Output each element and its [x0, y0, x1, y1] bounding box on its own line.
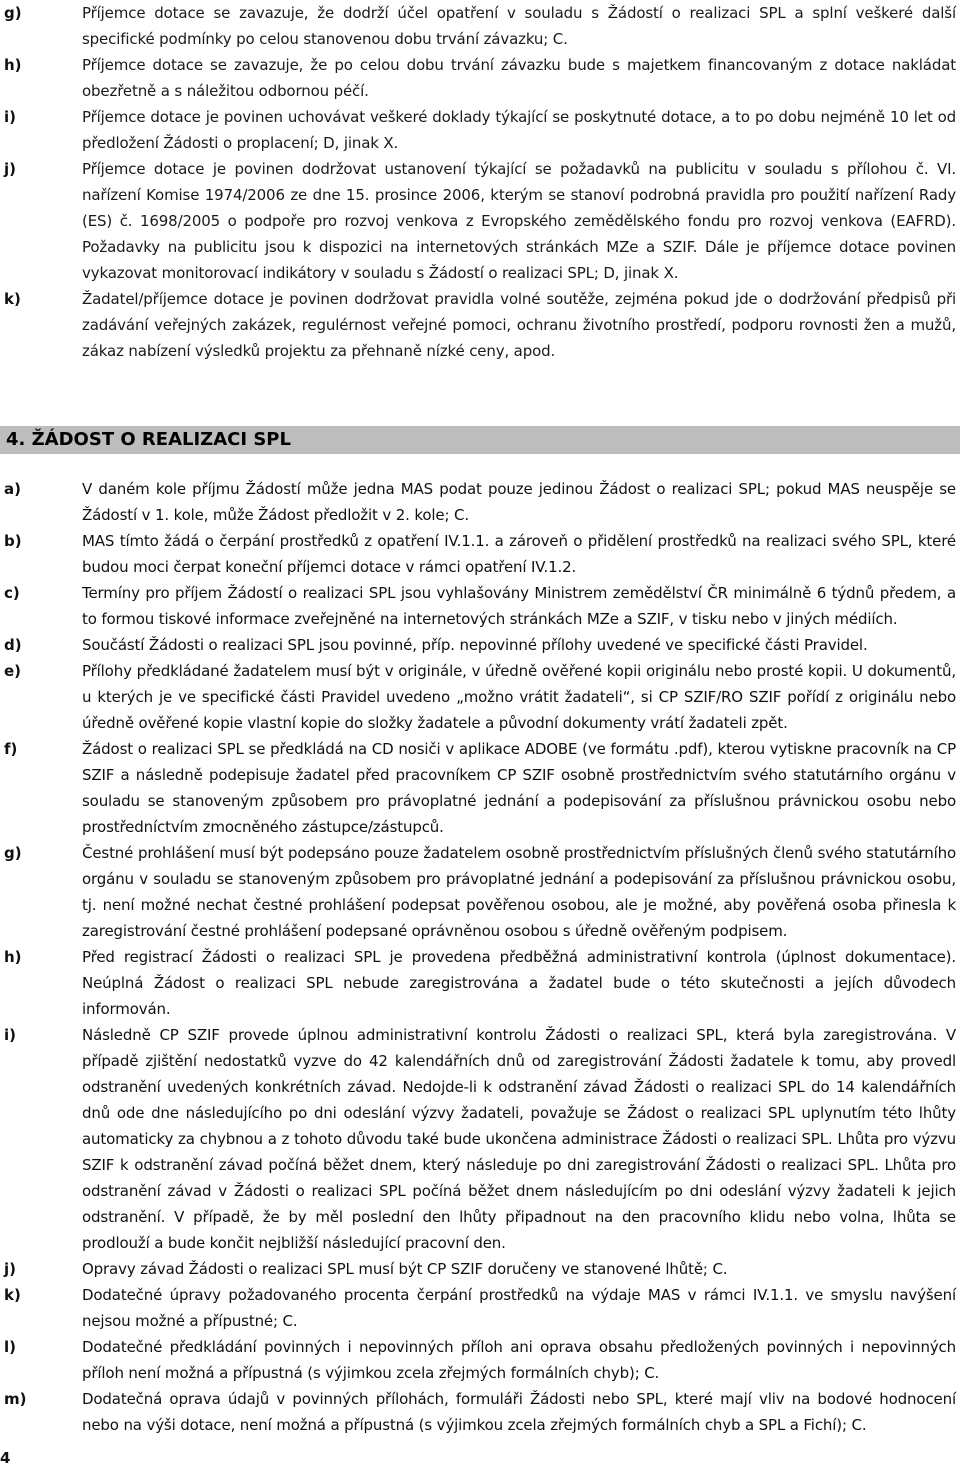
list-item	[0, 0, 960, 52]
item-letter: j)	[4, 160, 16, 178]
item-letter: b)	[4, 532, 22, 550]
item-letter: m)	[4, 1390, 27, 1408]
list-item	[0, 1334, 960, 1386]
list-item	[0, 104, 960, 156]
list-item	[0, 632, 960, 658]
item-letter: l)	[4, 1338, 16, 1356]
item-letter: h)	[4, 56, 22, 74]
item-text: Následně CP SZIF provede úplnou administrativní kontrolu Žádosti o realizaci SPL, která byla zaregistrována. V případě zjištění nedostatků vyzve do 42 kalendářních dnů od zaregistrování Žádosti žadatele k tomu, aby provedl odstranění uvedených konkrétních závad. Nedojde-li k odstranění závad Žádosti o realizaci SPL do 14 kalendářních dnů ode dne následujícího po dni odeslání výzvy žadateli, považuje se Žádost o realizaci SPL uplynutím této lhůty automaticky za chybnou a z tohoto důvodu také bude ukončena administrace Žádosti o realizaci SPL. Lhůta pro výzvu SZIF k odstranění závad počíná běžet dnem, který následuje po dni zaregistrování Žádosti o realizaci SPL. Lhůta pro odstranění závad v Žádosti o realizaci SPL počíná běžet dnem následujícím po dni odeslání výzvy žadateli k jejich odstranění. V případě, že by měl poslední den lhůty připadnout na den pracovního klidu nebo volna, lhůta se prodlouží a bude končit nejbližší následující pracovní den.	[82, 1026, 956, 1252]
item-text: MAS tímto žádá o čerpání prostředků z opatření IV.1.1. a zároveň o přidělení prostředků na realizaci svého SPL, které budou moci čerpat koneční příjemci dotace v rámci opatření IV.1.2.	[82, 532, 956, 576]
item-text: Termíny pro příjem Žádostí o realizaci SPL jsou vyhlašovány Ministrem zemědělství ČR minimálně 6 týdnů předem, a to formou tiskové informace zveřejněné na internetových stránkách MZe a SZIF, v tisku nebo v jiných médiích.	[82, 584, 956, 628]
item-text: Příjemce dotace je povinen dodržovat ustanovení týkající se požadavků na publicitu v souladu s přílohou č. VI. nařízení Komise 1974/2006 ze dne 15. prosince 2006, kterým se stanoví podrobná pravidla pro použití nařízení Rady (ES) č. 1698/2005 o podpoře pro rozvoj venkova z Evropského zemědělského fondu pro rozvoj venkova (EAFRD). Požadavky na publicitu jsou k dispozici na internetových stránkách MZe a SZIF. Dále je příjemce dotace povinen vykazovat monitorovací indikátory v souladu s Žádostí o realizaci SPL; D, jinak X.	[82, 160, 956, 282]
list-item	[0, 658, 960, 736]
item-text: Dodatečné předkládání povinných i nepovinných příloh ani oprava obsahu předložených povinných i nepovinných příloh není možná a přípustná (s výjimkou zcela zřejmých formálních chyb); C.	[82, 1338, 956, 1382]
list-item	[0, 476, 960, 528]
list-item	[0, 944, 960, 1022]
item-letter: i)	[4, 1026, 16, 1044]
item-letter: k)	[4, 1286, 21, 1304]
section-heading: 4. ŽÁDOST O REALIZACI SPL	[0, 426, 960, 454]
item-letter: g)	[4, 844, 22, 862]
item-letter: g)	[4, 4, 22, 22]
list-item	[0, 1256, 960, 1282]
item-text: Příjemce dotace je povinen uchovávat veškeré doklady týkající se poskytnuté dotace, a to po dobu nejméně 10 let od předložení Žádosti o proplacení; D, jinak X.	[82, 108, 956, 152]
item-letter: k)	[4, 290, 21, 308]
list-item	[0, 1386, 960, 1438]
application-rules-list	[0, 476, 960, 1438]
item-text: Žadatel/příjemce dotace je povinen dodržovat pravidla volné soutěže, zejména pokud jde o dodržování předpisů při zadávání veřejných zakázek, regulérnost veřejné pomoci, ochranu životního prostředí, podporu rovnosti žen a mužů, zákaz nabízení výsledků projektu za přehnaně nízké ceny, apod.	[82, 290, 956, 360]
item-text: Před registrací Žádosti o realizaci SPL je provedena předběžná administrativní kontrola (úplnost dokumentace). Neúplná Žádost o realizaci SPL nebude zaregistrována a žadatel bude o této skutečnosti a jejích důvodech informován.	[82, 948, 956, 1018]
list-item	[0, 528, 960, 580]
list-item	[0, 286, 960, 364]
list-item	[0, 1022, 960, 1256]
list-item	[0, 52, 960, 104]
item-text: Čestné prohlášení musí být podepsáno pouze žadatelem osobně prostřednictvím příslušných členů svého statutárního orgánu v souladu se stanoveným způsobem pro právoplatné jednání a podepisování za příslušnou právnickou osobu, tj. není možné nechat čestné prohlášení podepsat pověřenou osobou, ale je možné, aby pověřená osoba přinesla k zaregistrování čestné prohlášení podepsané oprávněnou osobou s úředně ověřeným podpisem.	[82, 844, 956, 940]
item-letter: i)	[4, 108, 16, 126]
item-letter: h)	[4, 948, 22, 966]
item-text: Příjemce dotace se zavazuje, že dodrží účel opatření v souladu s Žádostí o realizaci SPL a splní veškeré další specifické podmínky po celou stanovenou dobu trvání závazku; C.	[82, 4, 956, 48]
item-letter: c)	[4, 584, 20, 602]
item-text: Přílohy předkládané žadatelem musí být v originále, v úředně ověřené kopii originálu nebo prosté kopii. U dokumentů, u kterých je ve specifické části Pravidel uvedeno „možno vrátit žadateli“, si CP SZIF/RO SZIF pořídí z originálu nebo úředně ověřené kopie vlastní kopie do složky žadatele a původní dokumenty vrátí žadateli zpět.	[82, 662, 956, 732]
item-letter: e)	[4, 662, 22, 680]
list-item	[0, 840, 960, 944]
item-text: Dodatečné úpravy požadovaného procenta čerpání prostředků na výdaje MAS v rámci IV.1.1. ve smyslu navýšení nejsou možné a přípustné; C.	[82, 1286, 956, 1330]
item-text: Opravy závad Žádosti o realizaci SPL musí být CP SZIF doručeny ve stanovené lhůtě; C.	[82, 1260, 728, 1278]
item-letter: d)	[4, 636, 22, 654]
list-item	[0, 156, 960, 286]
item-letter: a)	[4, 480, 21, 498]
list-item	[0, 1282, 960, 1334]
item-letter: f)	[4, 740, 18, 758]
item-letter: j)	[4, 1260, 16, 1278]
list-item	[0, 736, 960, 840]
list-item	[0, 580, 960, 632]
conditions-list-continued	[0, 0, 960, 364]
item-text: Žádost o realizaci SPL se předkládá na CD nosiči v aplikace ADOBE (ve formátu .pdf), kterou vytiskne pracovník na CP SZIF a následně podepisuje žadatel před pracovníkem CP SZIF osobně prostřednictvím svého statutárního orgánu v souladu se stanoveným způsobem pro právoplatné jednání a podepisování za příslušnou právnickou osobu nebo prostředníctvím zmocněného zástupce/zástupců.	[82, 740, 956, 836]
item-text: Součástí Žádosti o realizaci SPL jsou povinné, příp. nepovinné přílohy uvedené ve specifické části Pravidel.	[82, 636, 868, 654]
page-number: 4	[0, 1449, 11, 1467]
item-text: Příjemce dotace se zavazuje, že po celou dobu trvání závazku bude s majetkem financovaným z dotace nakládat obezřetně a s náležitou odbornou péčí.	[82, 56, 956, 100]
item-text: Dodatečná oprava údajů v povinných přílohách, formuláři Žádosti nebo SPL, které mají vliv na bodové hodnocení nebo na výši dotace, není možná a přípustná (s výjimkou zcela zřejmých formálních chyb a SPL a Fichí); C.	[82, 1390, 956, 1434]
item-text: V daném kole příjmu Žádostí může jedna MAS podat pouze jedinou Žádost o realizaci SPL; pokud MAS neuspěje se Žádostí v 1. kole, může Žádost předložit v 2. kole; C.	[82, 480, 956, 524]
